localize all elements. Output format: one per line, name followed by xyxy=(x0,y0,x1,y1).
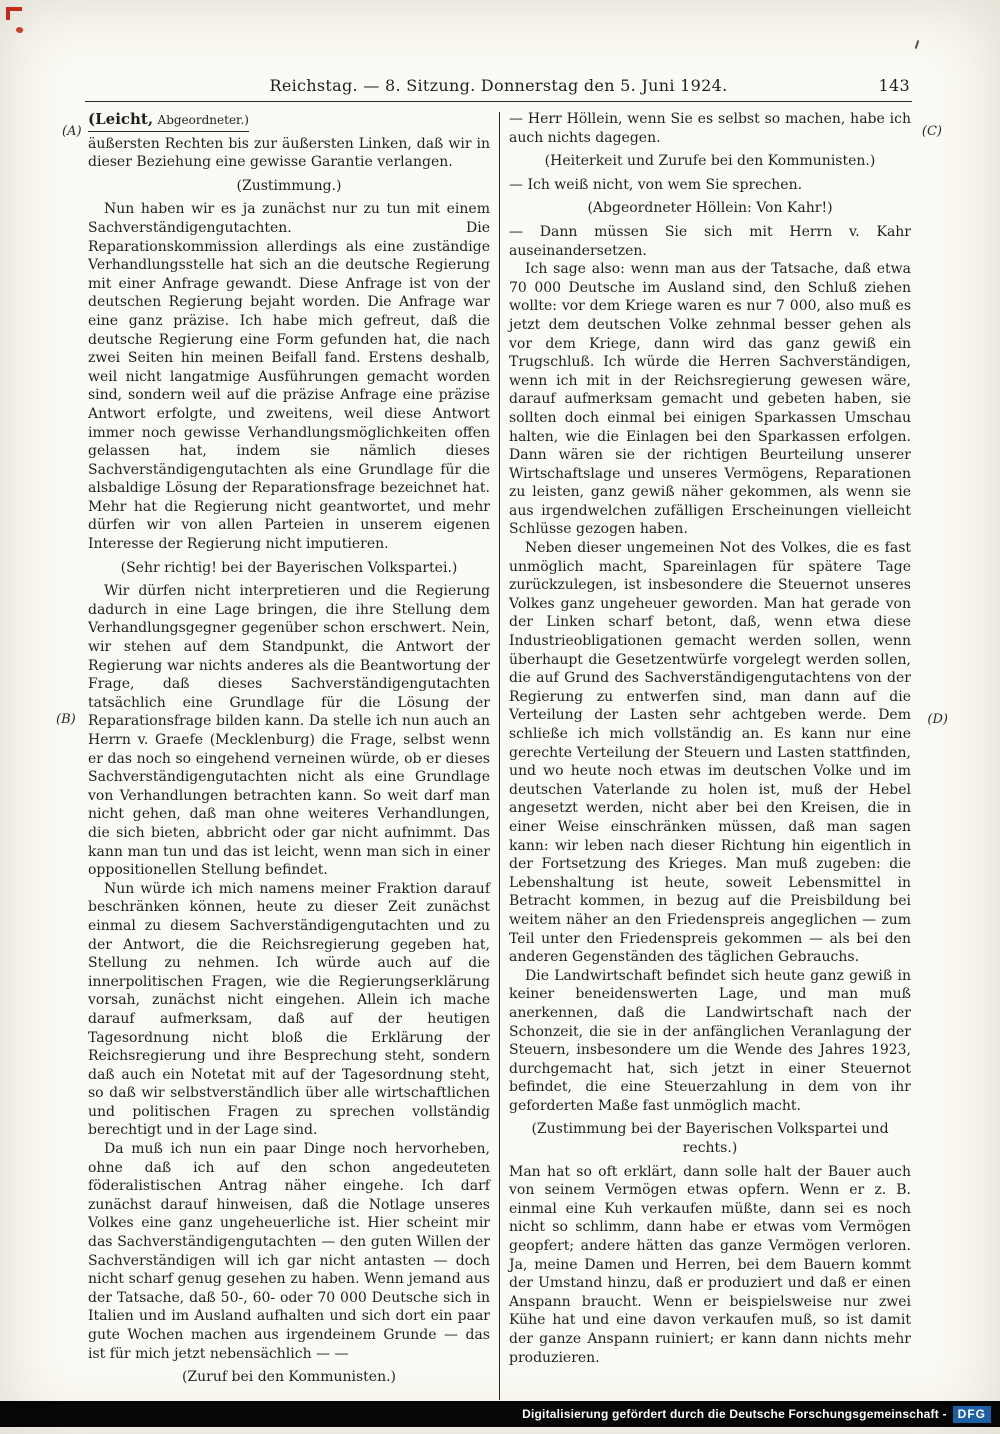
dfg-logo: DFG xyxy=(953,1406,991,1423)
pen-mark xyxy=(915,40,920,49)
margin-marker-d: (D) xyxy=(927,712,948,727)
speech-paragraph: — Dann müssen Sie sich mit Herrn v. Kahr auseinandersetzen. xyxy=(509,223,911,259)
speech-paragraph: Ich sage also: wenn man aus der Tatsache, daß etwa 70 000 Deutsche im Ausland sind, den Schluß ziehen wollte: vor dem Kriege waren es nur 7 000, also muß es jetzt dem deutschen Volke zehnmal besser gehen als vor dem Kriege, dann wird das ganz gewiß ein Trugschluß. Ich würde die Herren Sachverständigen, wenn ich mit in der Reichsregierung gewesen wäre, darauf aufmerksam gemacht und gebeten haben, sie sollten doch einmal bei einigen Sparkassen Umschau halten, wie die Einlagen bei den Sparkassen erfolgen. Dann wären sie der richtigen Beurteilung unserer Wirtschaftslage und unseres Vermögens, Reparationen zu leisten, ganz gewiß näher gekommen, als wenn sie aus irgendwelchen zufälligen Erscheinungen vielleicht Schlüsse gezogen haben. xyxy=(509,261,911,538)
page-title: Reichstag. — 8. Sitzung. Donnerstag den 5. Juni 1924. xyxy=(269,76,728,95)
speaker-role: Abgeordneter.) xyxy=(157,113,249,127)
header-rule xyxy=(85,101,912,102)
stage-direction: (Abgeordneter Höllein: Von Kahr!) xyxy=(587,200,833,217)
column-divider xyxy=(499,112,500,1400)
right-column xyxy=(509,110,911,1400)
speech-paragraph: Nun haben wir es ja zunächst nur zu tun mit einem Sachverständigengutachten. Die Reparationskommission allerdings als eine zuständige Verhandlungsstelle hat sich an die deutsche Regierung mit einer Anfrage gewandt. Diese Anfrage ist von der deutschen Regierung bejaht worden. Die Anfrage war eine ganz präzise. Ich habe mich gefreut, daß die deutsche Regierung eine Form gefunden hat, die nach zwei Seiten hin meinen Beifall fand. Erstens deshalb, weil nicht langatmige Ausführungen gemacht worden sind, sondern weil auf die präzise Anfrage eine präzise Antwort erfolgte, und zweitens, weil diese Antwort immer noch gewisse Verhandlungsmöglichkeiten offen gelassen hat, indem sie nämlich dieses Sachverständigengutachten als eine Grundlage für die alsbaldige Lösung der Reparationsfrage bezeichnet hat. Mehr hat die Regierung nicht geantwortet, und mehr dürfen wir von allen Parteien in unserem eigenen Interesse der Regierung nicht imputieren. xyxy=(88,201,490,553)
margin-marker-a: (A) xyxy=(62,124,82,139)
digitization-footer xyxy=(0,1401,1000,1427)
left-column xyxy=(88,110,490,1400)
stage-direction: (Zuruf bei den Kommunisten.) xyxy=(181,1369,397,1386)
speech-paragraph: Man hat so oft erklärt, dann solle halt der Bauer auch von seinem Vermögen etwas opfern. Wenn er z. B. einmal eine Kuh verkaufen müßte, dann sei es noch nicht so schlimm, dann habe er etwas vom Vermögen geopfert; andere hätten das ganze Vermögen verloren. Ja, meine Damen und Herren, bei dem Bauern kommt der Umstand hinzu, daß er produziert und daß er einen Anspann braucht. Wenn er beispielsweise nur zwei Kühe hat und eine davon verkaufen muß, so ist damit der ganze Anspann ruiniert; er kann dann nichts mehr produzieren. xyxy=(509,1163,911,1366)
speech-paragraph: — Ich weiß nicht, von wem Sie sprechen. xyxy=(509,176,803,193)
speech-paragraph: äußersten Rechten bis zur äußersten Linken, daß wir in dieser Beziehung eine gewisse Garantie verlangen. xyxy=(88,135,490,171)
stage-direction: (Heiterkeit und Zurufe bei den Kommunisten.) xyxy=(544,153,876,170)
page-number: 143 xyxy=(878,76,910,95)
speech-paragraph: Wir dürfen nicht interpretieren und die Regierung dadurch in eine Lage bringen, die ihre Stellung dem Verhandlungsgegner gegenüber schon erschwert. Nein, wir stehen auf dem Standpunkt, die Antwort der Regierung war nichts anderes als die Beantwortung der Frage, daß dieses Sachverständigengutachten tatsächlich eine Grundlage für die Lösung der Reparationsfrage bilden kann. Da stelle ich nun auch an Herrn v. Graefe (Mecklenburg) die Frage, selbst wenn er das noch so eingehend verneinen würde, ob er dieses Sachverständigengutachten nicht als eine Grundlage von Verhandlungen betrachten kann. So weit darf man nicht gehen, daß man ohne weiteres Verhandlungen, die sich bieten, abbricht oder gar nicht aufnimmt. Das kann man tun und das ist leicht, wenn man sich in einer oppositionellen Stellung befindet. xyxy=(88,583,490,879)
page-header xyxy=(85,76,912,95)
stage-direction: (Zustimmung bei der Bayerischen Volkspartei und rechts.) xyxy=(531,1121,889,1157)
digitization-credit: Digitalisierung gefördert durch die Deutsche Forschungsgemeinschaft - xyxy=(522,1407,947,1421)
margin-marker-c: (C) xyxy=(921,124,942,139)
speech-paragraph: Nun würde ich mich namens meiner Fraktion darauf beschränken können, heute zu dieser Zeit zunächst einmal zu diesem Sachverständigengutachten und zu der Antwort, die die Reichsregierung gegeben hat, Stellung zu nehmen. Ich würde auch auf die innerpolitischen Fragen, wie die Regierungserklärung vorsah, zunächst nicht eingehen. Allein ich mache darauf aufmerksam, daß auf der heutigen Tagesordnung nicht bloß die Erklärung der Reichsregierung und ihre Besprechung steht, sondern daß auch ein Notetat mit auf der Tagesordnung steht, so daß wir selbstverständlich über alle wirtschaftlichen und politischen Fragen zu sprechen vollständig berechtigt und in der Lage sind. xyxy=(88,880,490,1139)
red-pen-corner-mark xyxy=(6,7,10,20)
speech-paragraph: Die Landwirtschaft befindet sich heute ganz gewiß in keiner beneidenswerten Lage, und man muß anerkennen, daß die Landwirtschaft nach der Schonzeit, die sie in der anfänglichen Veranlagung der Steuern, insbesondere um die Wende des Jahres 1923, durchgemacht hat, sich jetzt in einer Steuernot befindet, die eine Steuerzahlung in dem von ihr geforderten Maße fast unmöglich macht. xyxy=(509,967,911,1114)
speech-paragraph: — Herr Höllein, wenn Sie es selbst so machen, habe ich auch nichts dagegen. xyxy=(509,111,911,146)
stage-direction: (Zustimmung.) xyxy=(236,177,342,194)
red-pen-dot-mark xyxy=(15,26,24,34)
speaker-note xyxy=(88,110,249,132)
page-body xyxy=(88,110,911,1400)
stage-direction: (Sehr richtig! bei der Bayerischen Volkspartei.) xyxy=(120,559,458,576)
speaker-name: (Leicht, xyxy=(88,110,154,128)
margin-marker-b: (B) xyxy=(56,712,76,727)
speech-paragraph: Neben dieser ungemeinen Not des Volkes, die es fast unmöglich macht, Spareinlagen für spätere Tage zurückzulegen, ist insbesondere die Steuernot unseres Volkes ganz ungeheuer geworden. Man hat gerade von der Linken scharf betont, daß, wenn etwa diese Industrieobligationen gemacht werden sollen, wenn überhaupt die Gesetzentwürfe vorgelegt werden sollen, die auf Grund des Sachverständigengutachtens von der Regierung zu entwerfen sind, man dann auf die Verteilung der Lasten sehr achtgeben werde. Dem schließe ich mich vollständig an. Es kann nur eine gerechte Verteilung der Steuern und Lasten stattfinden, und wo heute noch etwas im deutschen Volke und im deutschen Vaterlande zu holen ist, muß der Hebel angesetzt werden, nicht aber bei den Kreisen, die in einer Weise einschränken müssen, daß man sagen kann: wir leben nach dieser Richtung hin eigentlich in der Fortsetzung des Krieges. Man muß zugeben: die Lebenshaltung ist heute, soweit Lebensmittel in Betracht kommen, in bezug auf die Preisbildung bei weitem näher an den Friedenspreis angeglichen — zum Teil unter den Friedenspreis gekommen — als bei den anderen Gegenständen des täglichen Gebrauchs. xyxy=(509,540,911,966)
speech-paragraph: Da muß ich nun ein paar Dinge noch hervorheben, ohne daß ich auf den schon angedeuteten föderalistischen Antrag näher eingehe. Ich darf zunächst darauf hinweisen, daß die Notlage unseres Volkes eine ganz ungeheuerliche ist. Hier scheint mir das Sachverständigengutachten — den guten Willen der Sachverständigen will ich gar nicht antasten — doch nicht scharf genug gesehen zu haben. Wenn jemand aus der Tatsache, daß 50-, 60- oder 70 000 Deutsche sich in Italien und im Ausland aufhalten und sich dort ein paar gute Wochen machen aus irgendeinem Grunde — das ist für mich jetzt nebensächlich — — xyxy=(88,1141,490,1362)
